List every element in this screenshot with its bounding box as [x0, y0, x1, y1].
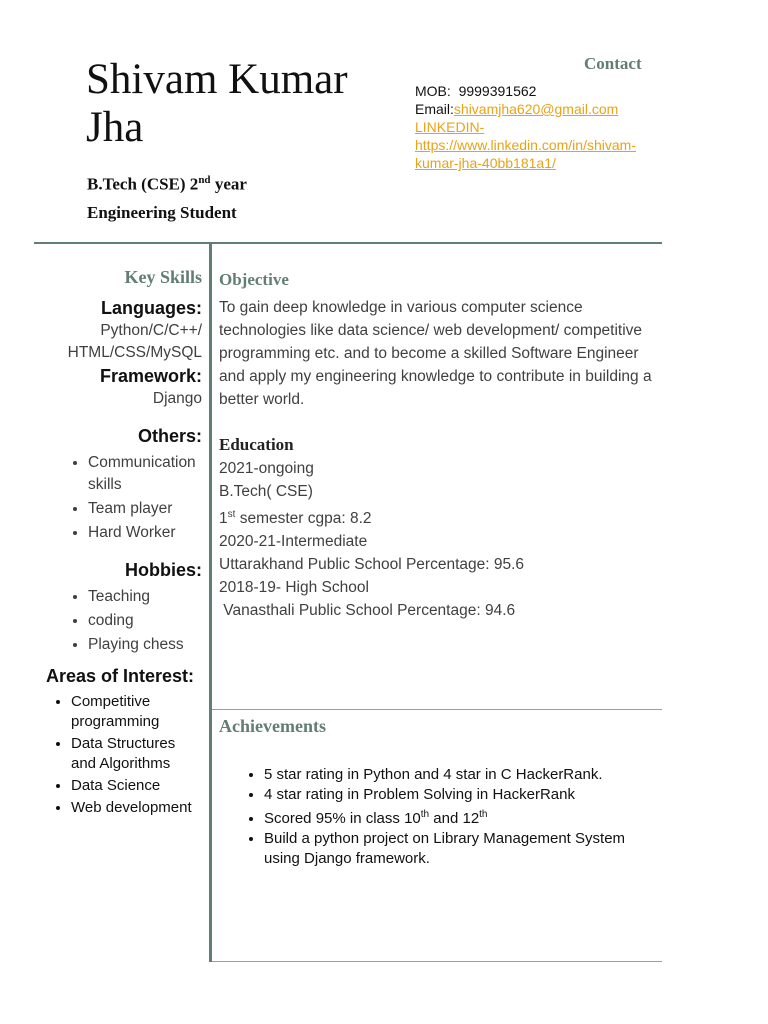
languages-line-2: HTML/CSS/MySQL — [67, 344, 202, 361]
semester-cgpa: semester cgpa: 8.2 — [235, 510, 372, 528]
list-item: • coding — [88, 610, 202, 632]
contact-block — [415, 82, 665, 172]
linkedin-label[interactable]: LINKEDIN- — [415, 119, 485, 135]
role-line: Engineering Student — [87, 202, 237, 222]
score-sup-1: th — [420, 809, 430, 820]
degree-text: B.Tech (CSE) 2 — [87, 174, 199, 194]
education-heading: Education — [219, 435, 294, 454]
score-sup-2: th — [479, 809, 488, 820]
framework-heading: Framework: — [99, 366, 202, 386]
list-item: • 5 star rating in Python and 4 star in C HackerRank. — [264, 765, 659, 785]
list-item: • Hard Worker — [88, 522, 202, 544]
semester-sup: st — [227, 509, 236, 520]
education-line-5: Uttarakhand Public School Percentage: 95.6 — [219, 556, 525, 574]
achievements-block — [219, 765, 659, 869]
candidate-subtitle — [87, 166, 247, 227]
education-line-7: Vanasthali Public School Percentage: 94.6 — [219, 602, 516, 620]
hobbies-list — [36, 586, 202, 656]
achievements-list — [219, 765, 659, 869]
objective-text: To gain deep knowledge in various computer science technologies like data science/ web development/ competitive programming etc. and to become a skilled Software Engineer and apply my engineering knowledge to contribute in building a better world. — [219, 299, 652, 408]
list-item: • Playing chess — [88, 634, 202, 656]
list-item: • 4 star rating in Problem Solving in HackerRank — [264, 785, 659, 805]
education-line-1: 2021-ongoing — [219, 460, 314, 477]
education-line-6: 2018-19- High School — [219, 579, 369, 597]
framework-value: Django — [152, 390, 202, 407]
list-item: • Teaching — [88, 586, 202, 608]
divider-vertical — [209, 244, 212, 962]
list-item: • Communication skills — [88, 452, 202, 496]
degree-year: year — [210, 174, 247, 194]
objective-heading: Objective — [219, 270, 289, 289]
list-item: • Data Structures and Algorithms — [71, 734, 202, 774]
languages-line-1: Python/C/C++/ — [100, 322, 202, 339]
divider-bottom — [212, 961, 662, 962]
degree-sup: nd — [198, 174, 211, 186]
linkedin-link[interactable]: https://www.linkedin.com/in/shivam-kumar-jha-40bb181a1/ — [415, 137, 636, 171]
email-line — [415, 100, 665, 118]
education-line-4: 2020-21-Intermediate — [219, 533, 368, 551]
score-mid: and 12 — [429, 810, 480, 827]
contact-heading: Contact — [584, 54, 642, 73]
list-item: • Build a python project on Library Management System using Django framework. — [264, 829, 659, 869]
score-text: Scored 95% in class 10 — [264, 810, 421, 827]
others-heading: Others: — [137, 426, 202, 446]
list-item: • Team player — [88, 498, 202, 520]
email-link[interactable]: shivamjha620@gmail.com — [453, 101, 619, 117]
degree-line — [87, 166, 247, 199]
achievements-heading: Achievements — [219, 716, 326, 736]
candidate-name: Shivam Kumar Jha — [86, 56, 348, 151]
others-list — [36, 452, 202, 544]
list-item: • Web development — [71, 798, 202, 818]
right-column — [219, 268, 659, 622]
semester-number: 1 — [219, 510, 228, 528]
mobile-line — [415, 82, 665, 100]
list-item: • Data Science — [71, 776, 202, 796]
divider-middle — [212, 709, 662, 710]
list-item — [264, 805, 659, 829]
hobbies-heading: Hobbies: — [124, 560, 202, 580]
divider-top — [34, 242, 662, 244]
education-line-3 — [219, 503, 659, 530]
interests-heading: Areas of Interest: — [46, 666, 195, 686]
interests-list — [36, 692, 202, 818]
mobile-label: MOB: — [415, 83, 451, 99]
education-line-2: B.Tech( CSE) — [219, 483, 313, 500]
languages-heading: Languages: — [100, 298, 202, 318]
left-column — [36, 266, 202, 820]
key-skills-heading: Key Skills — [124, 267, 202, 287]
email-label: Email: — [415, 101, 454, 117]
mobile-number: 9999391562 — [458, 83, 537, 99]
list-item: • Competitive programming — [71, 692, 202, 732]
